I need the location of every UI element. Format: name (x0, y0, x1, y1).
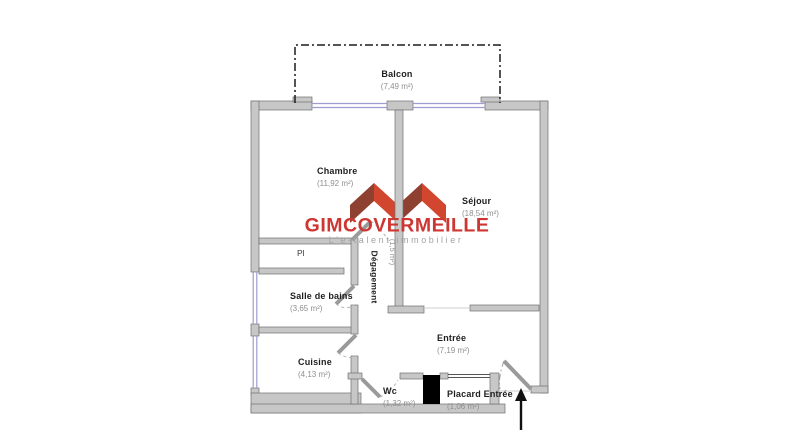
closet-label: Pl (297, 248, 305, 258)
room-label-balcon: Balcon (7,49 m²) (380, 69, 414, 91)
room-label-cuisine: Cuisine (4,13 m²) (298, 357, 332, 379)
room-label-placard-entree: Placard Entrée (1,06 m²) (447, 389, 513, 411)
room-label-entree: Entrée (7,19 m²) (437, 333, 470, 355)
agency-tagline: L'e-talent immobilier (328, 235, 464, 245)
walls (251, 97, 548, 413)
closet-sliding-doors (448, 375, 490, 378)
room-label-degagement: Dégagement (369, 250, 380, 304)
entrance-arrow-icon (515, 388, 527, 430)
room-label-sejour: Séjour (18,54 m²) (462, 196, 499, 218)
room-label-wc: Wc (1,32 m²) (383, 386, 416, 408)
duct-shaft (423, 375, 440, 404)
room-label-salle-de-bains: Salle de bains (3,65 m²) (290, 291, 353, 313)
room-label-chambre: Chambre (11,92 m²) (317, 166, 358, 188)
room-area-degagement: (1,5 m²) (388, 238, 397, 266)
agency-logo-wordmark: GIMCOVERMEILLE (304, 214, 490, 237)
